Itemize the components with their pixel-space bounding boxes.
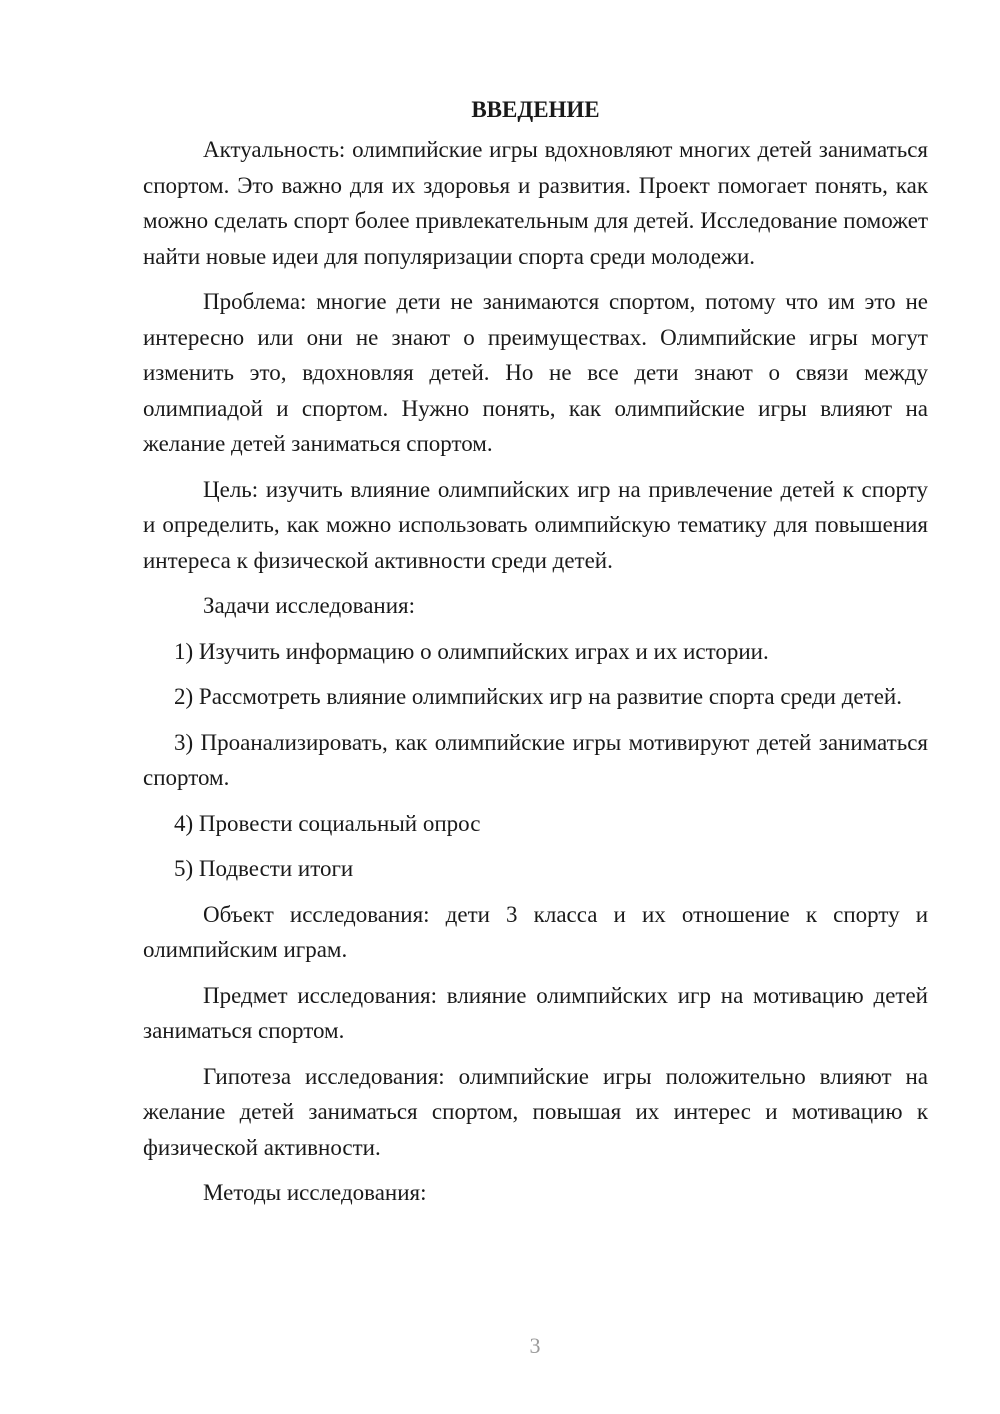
list-item: 3) Проанализировать, как олимпийские игры мотивируют детей заниматься спортом. xyxy=(143,729,928,790)
paragraph-subject: Предмет исследования: влияние олимпийских игр на мотивацию детей заниматься спортом. xyxy=(143,982,928,1043)
paragraph-problem: Проблема: многие дети не занимаются спортом, потому что им это не интересно или они не знают о преимуществах. Олимпийские игры могут изменить это, вдохновляя детей. Но не все дети знают о связи между олимпиадой и спортом. Нужно понять, как олимпийские игры влияют на желание детей заниматься спортом. xyxy=(143,289,928,456)
paragraph-object: Объект исследования: дети 3 класса и их отношение к спорту и олимпийским играм. xyxy=(143,901,928,962)
paragraph-methods: Методы исследования: xyxy=(203,1180,427,1205)
list-item: 2) Рассмотреть влияние олимпийских игр на развитие спорта среди детей. xyxy=(174,684,902,709)
paragraph-hypothesis: Гипотеза исследования: олимпийские игры положительно влияют на желание детей заниматься спортом, повышая их интерес и мотивацию к физической активности. xyxy=(143,1063,928,1160)
page-number: 3 xyxy=(529,1333,541,1358)
paragraph-tasks-title: Задачи исследования: xyxy=(203,593,416,618)
list-item: 4) Провести социальный опрос xyxy=(174,810,481,836)
paragraph-goal: Цель: изучить влияние олимпийских игр на привлечение детей к спорту и определить, как можно использовать олимпийскую тематику для повышения интереса к физической активности среди детей. xyxy=(143,476,928,573)
section-heading: ВВЕДЕНИЕ xyxy=(471,97,600,122)
list-item: 1) Изучить информацию о олимпийских играх и их истории. xyxy=(174,638,769,664)
list-item: 5) Подвести итоги xyxy=(174,856,354,881)
paragraph-relevance: Актуальность: олимпийские игры вдохновляют многих детей заниматься спортом. Это важно для их здоровья и развития. Проект помогает понять, как можно сделать спорт более привлекательным для детей. Исследование поможет найти новые идеи для популяризации спорта среди молодежи. xyxy=(143,137,928,269)
